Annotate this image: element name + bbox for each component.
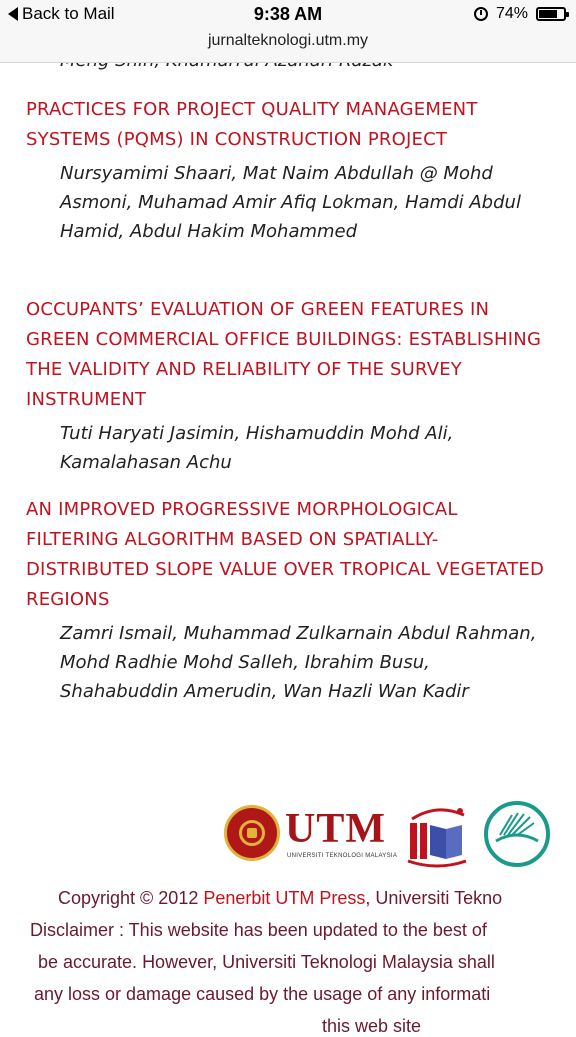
article-title-link[interactable]: OCCUPANTS’ EVALUATION OF GREEN FEATURES IN GREEN COMMERCIAL OFFICE BUILDINGS: ESTABLISHING THE VALIDITY AND RELIABILITY OF THE SURVEY INSTRUMENT [26, 299, 542, 410]
copyright-suffix: , Universiti Tekno [365, 888, 503, 908]
battery-icon [536, 7, 566, 21]
disclaimer-line: this web site [322, 1016, 422, 1036]
article-title-link[interactable]: AN IMPROVED PROGRESSIVE MORPHOLOGICAL FILTERING ALGORITHM BASED ON SPATIALLY-DISTRIBUTED SLOPE VALUE OVER TROPICAL VEGETATED REGIONS [26, 499, 545, 610]
article-item [26, 95, 546, 246]
utm-seal-icon [224, 805, 280, 861]
disclaimer-line: any loss or damage caused by the usage of any informati [34, 984, 491, 1004]
disclaimer-line: Disclaimer : This website has been updated to the best of [30, 920, 487, 940]
back-label: Back to Mail [22, 4, 115, 23]
publisher-link[interactable]: Penerbit UTM Press [203, 888, 366, 908]
utm-logo-subtext: UNIVERSITI TEKNOLOGI MALAYSIA [287, 853, 398, 859]
disclaimer-line: be accurate. However, Universiti Teknologi Malaysia shall [38, 952, 495, 972]
battery-percentage: 74% [495, 5, 528, 22]
article-title-link[interactable]: PRACTICES FOR PROJECT QUALITY MANAGEMENT SYSTEMS (PQMS) IN CONSTRUCTION PROJECT [26, 99, 478, 150]
article-item [26, 295, 546, 477]
alarm-icon [474, 7, 488, 21]
utm-logo-text: UTM [285, 806, 386, 852]
status-bar [0, 0, 576, 63]
article-authors: Tuti Haryati Jasimin, Hishamuddin Mohd Ali, Kamalahasan Achu [60, 423, 454, 473]
footer-logos [0, 795, 576, 875]
address-bar[interactable]: jurnalteknologi.utm.my [207, 32, 369, 49]
status-indicators [474, 5, 566, 23]
article-item [26, 495, 546, 706]
book-logo-icon [402, 801, 472, 871]
clock: 9:38 AM [253, 4, 323, 24]
copyright-line [58, 888, 502, 909]
article-authors: Zamri Ismail, Muhammad Zulkarnain Abdul Rahman, Mohd Radhie Mohd Salleh, Ibrahim Busu, Shahabuddin Amerudin, Wan Hazli Wan Kadir [60, 623, 537, 702]
copyright-prefix: Copyright © 2012 [58, 888, 204, 908]
article-authors: Nursyamimi Shaari, Mat Naim Abdullah @ Mohd Asmoni, Muhamad Amir Afiq Lokman, Hamdi Abdul Hamid, Abdul Hakim Mohammed [60, 163, 521, 242]
open-book-teal-icon [482, 799, 552, 869]
